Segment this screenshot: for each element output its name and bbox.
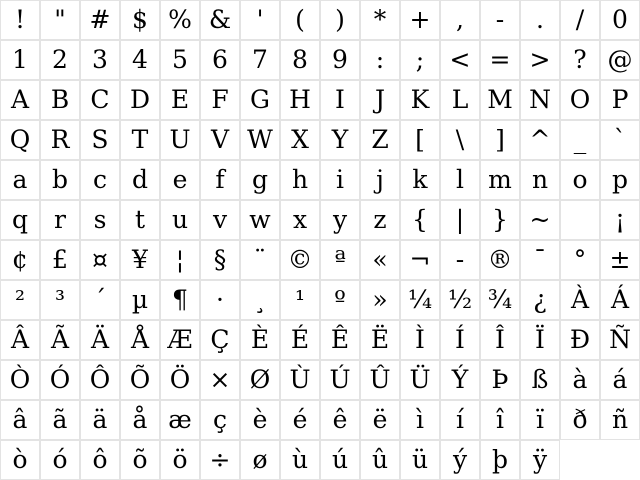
glyph-cell[interactable]: Ò: [0, 360, 40, 400]
glyph-cell[interactable]: ¿: [520, 280, 560, 320]
glyph-cell[interactable]: A: [0, 80, 40, 120]
glyph-cell[interactable]: í: [440, 400, 480, 440]
glyph-cell[interactable]: ¢: [0, 240, 40, 280]
glyph-cell[interactable]: ¯: [520, 240, 560, 280]
glyph-cell[interactable]: /: [560, 0, 600, 40]
glyph-cell[interactable]: \: [440, 120, 480, 160]
glyph-cell[interactable]: À: [560, 280, 600, 320]
glyph-cell[interactable]: é: [280, 400, 320, 440]
glyph-cell[interactable]: ã: [40, 400, 80, 440]
glyph-cell[interactable]: ]: [480, 120, 520, 160]
glyph-cell[interactable]: ý: [440, 440, 480, 480]
glyph-cell[interactable]: {: [400, 200, 440, 240]
glyph-cell[interactable]: ø: [240, 440, 280, 480]
glyph-cell[interactable]: È: [240, 320, 280, 360]
glyph-cell[interactable]: ': [240, 0, 280, 40]
glyph-cell[interactable]: #: [80, 0, 120, 40]
glyph-cell[interactable]: 0: [600, 0, 640, 40]
glyph-cell[interactable]: ?: [560, 40, 600, 80]
glyph-cell[interactable]: N: [520, 80, 560, 120]
glyph-cell[interactable]: L: [440, 80, 480, 120]
glyph-cell[interactable]: i: [320, 160, 360, 200]
glyph-cell[interactable]: %: [160, 0, 200, 40]
glyph-cell[interactable]: q: [0, 200, 40, 240]
glyph-cell[interactable]: Ê: [320, 320, 360, 360]
glyph-cell[interactable]: ;: [400, 40, 440, 80]
glyph-cell[interactable]: ": [40, 0, 80, 40]
glyph-cell[interactable]: ö: [160, 440, 200, 480]
glyph-cell[interactable]: b: [40, 160, 80, 200]
glyph-cell[interactable]: ²: [0, 280, 40, 320]
absent-cell: [560, 440, 600, 480]
glyph-cell[interactable]: ú: [320, 440, 360, 480]
glyph-cell[interactable]: á: [600, 360, 640, 400]
glyph-row: [0, 320, 640, 360]
glyph-row: [0, 360, 640, 400]
glyph-cell[interactable]: P: [600, 80, 640, 120]
glyph-cell[interactable]: Ã: [40, 320, 80, 360]
glyph-row: [0, 160, 640, 200]
glyph-cell[interactable]: û: [360, 440, 400, 480]
glyph-cell[interactable]: U: [160, 120, 200, 160]
glyph-cell[interactable]: x: [280, 200, 320, 240]
glyph-cell[interactable]: j: [360, 160, 400, 200]
glyph-cell[interactable]: ó: [40, 440, 80, 480]
glyph-cell[interactable]: &: [200, 0, 240, 40]
glyph-cell[interactable]: ç: [200, 400, 240, 440]
glyph-cell[interactable]: ¸: [240, 280, 280, 320]
glyph-cell[interactable]: ¾: [480, 280, 520, 320]
glyph-cell[interactable]: D: [120, 80, 160, 120]
glyph-cell[interactable]: Ý: [440, 360, 480, 400]
glyph-cell[interactable]: ·: [200, 280, 240, 320]
glyph-cell[interactable]: æ: [160, 400, 200, 440]
glyph-cell[interactable]: Í: [440, 320, 480, 360]
glyph-cell[interactable]: ¨: [240, 240, 280, 280]
glyph-cell[interactable]: Ü: [400, 360, 440, 400]
glyph-row: [0, 280, 640, 320]
glyph-cell[interactable]: [: [400, 120, 440, 160]
absent-cell: [600, 440, 640, 480]
glyph-cell[interactable]: @: [600, 40, 640, 80]
glyph-cell[interactable]: ù: [280, 440, 320, 480]
glyph-cell[interactable]: l: [440, 160, 480, 200]
glyph-cell[interactable]: Ø: [240, 360, 280, 400]
glyph-cell[interactable]: X: [280, 120, 320, 160]
glyph-cell[interactable]: ò: [0, 440, 40, 480]
glyph-cell[interactable]: ¼: [400, 280, 440, 320]
glyph-cell[interactable]: §: [200, 240, 240, 280]
glyph-cell[interactable]: Ì: [400, 320, 440, 360]
glyph-cell[interactable]: >: [520, 40, 560, 80]
glyph-cell[interactable]: f: [200, 160, 240, 200]
glyph-cell[interactable]: è: [240, 400, 280, 440]
glyph-cell[interactable]: p: [600, 160, 640, 200]
glyph-cell[interactable]: ¥: [120, 240, 160, 280]
glyph-row: [0, 40, 640, 80]
glyph-cell[interactable]: I: [320, 80, 360, 120]
glyph-cell[interactable]: Ä: [80, 320, 120, 360]
glyph-cell[interactable]: ô: [80, 440, 120, 480]
glyph-cell[interactable]: 6: [200, 40, 240, 80]
glyph-cell[interactable]: h: [280, 160, 320, 200]
glyph-cell[interactable]: Ù: [280, 360, 320, 400]
glyph-cell[interactable]: .: [520, 0, 560, 40]
glyph-cell[interactable]: ¬: [400, 240, 440, 280]
glyph-cell[interactable]: ð: [560, 400, 600, 440]
glyph-cell[interactable]: k: [400, 160, 440, 200]
glyph-cell[interactable]: µ: [120, 280, 160, 320]
glyph-cell[interactable]: ×: [200, 360, 240, 400]
glyph-cell[interactable]: o: [560, 160, 600, 200]
glyph-cell[interactable]: â: [0, 400, 40, 440]
glyph-cell[interactable]: ¦: [160, 240, 200, 280]
glyph-cell[interactable]: ~: [520, 200, 560, 240]
glyph-cell[interactable]: Õ: [120, 360, 160, 400]
glyph-cell[interactable]: Î: [480, 320, 520, 360]
glyph-cell[interactable]: t: [120, 200, 160, 240]
glyph-cell[interactable]: n: [520, 160, 560, 200]
glyph-cell[interactable]: ÷: [200, 440, 240, 480]
glyph-cell[interactable]: -: [480, 0, 520, 40]
glyph-cell[interactable]: »: [360, 280, 400, 320]
glyph-cell[interactable]: 4: [120, 40, 160, 80]
glyph-cell[interactable]: ü: [400, 440, 440, 480]
glyph-cell[interactable]: v: [200, 200, 240, 240]
glyph-row: [0, 0, 640, 40]
glyph-cell[interactable]: «: [360, 240, 400, 280]
glyph-cell[interactable]: Ö: [160, 360, 200, 400]
glyph-cell[interactable]: ä: [80, 400, 120, 440]
glyph-cell[interactable]: 5: [160, 40, 200, 80]
glyph-cell[interactable]: ¤: [80, 240, 120, 280]
glyph-cell[interactable]: C: [80, 80, 120, 120]
glyph-cell[interactable]: 8: [280, 40, 320, 80]
glyph-cell[interactable]: Ë: [360, 320, 400, 360]
glyph-cell[interactable]: 1: [0, 40, 40, 80]
glyph-cell[interactable]: Û: [360, 360, 400, 400]
glyph-cell[interactable]: ¡: [600, 200, 640, 240]
empty-glyph-cell[interactable]: [560, 200, 600, 240]
glyph-cell[interactable]: a: [0, 160, 40, 200]
glyph-cell[interactable]: H: [280, 80, 320, 120]
glyph-cell[interactable]: Y: [320, 120, 360, 160]
glyph-cell[interactable]: (: [280, 0, 320, 40]
glyph-cell[interactable]: R: [40, 120, 80, 160]
glyph-cell[interactable]: g: [240, 160, 280, 200]
glyph-cell[interactable]: <: [440, 40, 480, 80]
glyph-cell[interactable]: Z: [360, 120, 400, 160]
glyph-cell[interactable]: Ð: [560, 320, 600, 360]
glyph-cell[interactable]: Â: [0, 320, 40, 360]
glyph-cell[interactable]: ^: [520, 120, 560, 160]
glyph-cell[interactable]: Ó: [40, 360, 80, 400]
glyph-cell[interactable]: º: [320, 280, 360, 320]
glyph-row: [0, 240, 640, 280]
glyph-cell[interactable]: e: [160, 160, 200, 200]
glyph-cell[interactable]: Þ: [480, 360, 520, 400]
glyph-cell[interactable]: ì: [400, 400, 440, 440]
glyph-cell[interactable]: ¶: [160, 280, 200, 320]
glyph-cell[interactable]: w: [240, 200, 280, 240]
glyph-cell[interactable]: |: [440, 200, 480, 240]
glyph-cell[interactable]: ½: [440, 280, 480, 320]
glyph-cell[interactable]: à: [560, 360, 600, 400]
glyph-row: [0, 80, 640, 120]
glyph-cell[interactable]: Á: [600, 280, 640, 320]
glyph-cell[interactable]: }: [480, 200, 520, 240]
glyph-cell[interactable]: Å: [120, 320, 160, 360]
glyph-cell[interactable]: É: [280, 320, 320, 360]
glyph-cell[interactable]: 3: [80, 40, 120, 80]
glyph-cell[interactable]: K: [400, 80, 440, 120]
glyph-cell[interactable]: ±: [600, 240, 640, 280]
glyph-cell[interactable]: ©: [280, 240, 320, 280]
glyph-cell[interactable]: c: [80, 160, 120, 200]
glyph-cell[interactable]: s: [80, 200, 120, 240]
glyph-cell[interactable]: M: [480, 80, 520, 120]
glyph-cell[interactable]: Ú: [320, 360, 360, 400]
glyph-cell[interactable]: ê: [320, 400, 360, 440]
glyph-cell[interactable]: $: [120, 0, 160, 40]
glyph-cell[interactable]: *: [360, 0, 400, 40]
glyph-cell[interactable]: _: [560, 120, 600, 160]
glyph-cell[interactable]: W: [240, 120, 280, 160]
glyph-cell[interactable]: £: [40, 240, 80, 280]
glyph-cell[interactable]: ¹: [280, 280, 320, 320]
glyph-cell[interactable]: G: [240, 80, 280, 120]
glyph-cell[interactable]: B: [40, 80, 80, 120]
glyph-cell[interactable]: F: [200, 80, 240, 120]
glyph-cell[interactable]: -: [440, 240, 480, 280]
glyph-cell[interactable]: J: [360, 80, 400, 120]
glyph-row: [0, 400, 640, 440]
glyph-cell[interactable]: !: [0, 0, 40, 40]
glyph-cell[interactable]: T: [120, 120, 160, 160]
glyph-cell[interactable]: °: [560, 240, 600, 280]
glyph-cell[interactable]: ®: [480, 240, 520, 280]
glyph-cell[interactable]: å: [120, 400, 160, 440]
glyph-cell[interactable]: E: [160, 80, 200, 120]
glyph-cell[interactable]: Ô: [80, 360, 120, 400]
glyph-cell[interactable]: î: [480, 400, 520, 440]
glyph-cell[interactable]: ,: [440, 0, 480, 40]
glyph-cell[interactable]: O: [560, 80, 600, 120]
glyph-cell[interactable]: Q: [0, 120, 40, 160]
glyph-cell[interactable]: Ç: [200, 320, 240, 360]
glyph-cell[interactable]: 2: [40, 40, 80, 80]
glyph-cell[interactable]: 9: [320, 40, 360, 80]
glyph-cell[interactable]: ñ: [600, 400, 640, 440]
glyph-cell[interactable]: y: [320, 200, 360, 240]
glyph-cell[interactable]: S: [80, 120, 120, 160]
glyph-cell[interactable]: þ: [480, 440, 520, 480]
glyph-cell[interactable]: ª: [320, 240, 360, 280]
glyph-cell[interactable]: ß: [520, 360, 560, 400]
glyph-cell[interactable]: ): [320, 0, 360, 40]
glyph-cell[interactable]: r: [40, 200, 80, 240]
glyph-cell[interactable]: m: [480, 160, 520, 200]
glyph-cell[interactable]: Ñ: [600, 320, 640, 360]
glyph-cell[interactable]: 7: [240, 40, 280, 80]
glyph-cell[interactable]: d: [120, 160, 160, 200]
glyph-row: [0, 120, 640, 160]
glyph-cell[interactable]: ÿ: [520, 440, 560, 480]
glyph-cell[interactable]: ï: [520, 400, 560, 440]
glyph-cell[interactable]: Ï: [520, 320, 560, 360]
glyph-row: [0, 200, 640, 240]
glyph-cell[interactable]: +: [400, 0, 440, 40]
glyph-cell[interactable]: `: [600, 120, 640, 160]
glyph-cell[interactable]: ´: [80, 280, 120, 320]
glyph-cell[interactable]: Æ: [160, 320, 200, 360]
glyph-cell[interactable]: ³: [40, 280, 80, 320]
glyph-cell[interactable]: ë: [360, 400, 400, 440]
glyph-row: [0, 440, 640, 480]
glyph-cell[interactable]: :: [360, 40, 400, 80]
glyph-cell[interactable]: z: [360, 200, 400, 240]
glyph-cell[interactable]: u: [160, 200, 200, 240]
glyph-cell[interactable]: =: [480, 40, 520, 80]
glyph-cell[interactable]: V: [200, 120, 240, 160]
glyph-cell[interactable]: õ: [120, 440, 160, 480]
